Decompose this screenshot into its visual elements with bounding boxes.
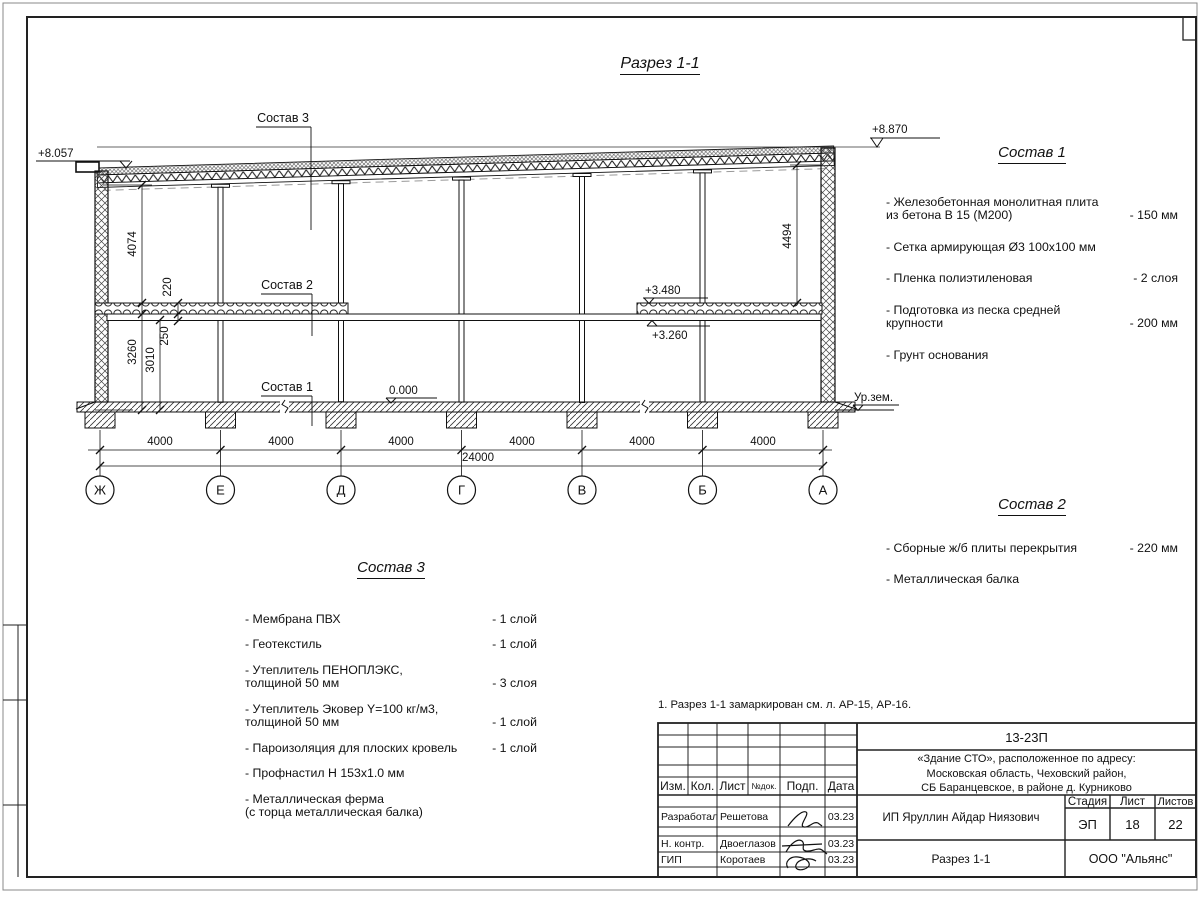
leader-label-sostav2: Состав 2 bbox=[261, 278, 313, 292]
wall-right bbox=[821, 148, 835, 402]
composition-item: - Геотекстиль - 1 слой bbox=[245, 637, 537, 651]
sheets-label: Листов bbox=[1157, 795, 1194, 808]
svg-text:4000: 4000 bbox=[268, 436, 294, 448]
composition-item: - Металлическая ферма (с торца металлическая балка) bbox=[245, 791, 423, 819]
col-list: Лист bbox=[719, 779, 746, 793]
ground-level-label: Ур.зем. bbox=[854, 392, 894, 404]
row-role: ГИП bbox=[661, 853, 682, 866]
composition-item: - Утеплитель Эковер Y=100 кг/м3, толщиной 50 мм - 1 слой bbox=[245, 701, 537, 729]
composition-2-block bbox=[886, 498, 1178, 605]
composition-1-list bbox=[886, 196, 1178, 363]
row-date: 03.23 bbox=[827, 838, 855, 850]
signature-korotaev bbox=[787, 857, 816, 870]
svg-text:В: В bbox=[577, 482, 587, 498]
row-name: Решетова bbox=[720, 811, 769, 823]
leader-label-sostav1: Состав 1 bbox=[261, 380, 313, 394]
svg-text:Г: Г bbox=[457, 482, 466, 498]
total-dimension: 24000 bbox=[462, 452, 494, 464]
composition-item: - Пароизоляция для плоских кровель - 1 слой bbox=[245, 740, 537, 755]
elevation-slab-bottom: +3.260 bbox=[652, 330, 688, 342]
sheets-value: 22 bbox=[1168, 816, 1183, 832]
composition-item: - Железобетонная монолитная плита из бетона В 15 (М200) - 150 мм bbox=[886, 194, 1178, 222]
svg-text:4000: 4000 bbox=[388, 436, 414, 448]
sheet-note: 1. Разрез 1-1 замаркирован см. л. АР-15, АР-16. bbox=[658, 699, 912, 711]
composition-item: - Профнастил Н 153х1.0 мм bbox=[245, 766, 405, 780]
composition-item: - Сетка армирующая Ø3 100х100 мм bbox=[886, 239, 1096, 254]
row-role: Разработал bbox=[661, 811, 719, 823]
col-podp: Подп. bbox=[786, 779, 819, 793]
page-title: Разрез 1-1 bbox=[560, 55, 760, 73]
axis-bubbles bbox=[86, 476, 837, 504]
leader-label-sostav3: Состав 3 bbox=[257, 111, 309, 125]
sheet-label: Лист bbox=[1120, 795, 1145, 808]
composition-item: - Металлическая балка bbox=[886, 572, 1020, 586]
drawing-name: Разрез 1-1 bbox=[931, 851, 991, 866]
composition-item: - Сборные ж/б плиты перекрытия - 220 мм bbox=[886, 540, 1178, 555]
vertical-dimensions bbox=[95, 161, 821, 414]
doc-number: 13-23П bbox=[1005, 729, 1048, 745]
svg-text:4000: 4000 bbox=[629, 436, 655, 448]
dim-4074: 4074 bbox=[127, 231, 139, 257]
row-role: Н. контр. bbox=[661, 838, 705, 850]
svg-text:4000: 4000 bbox=[147, 436, 173, 448]
stage-value: ЭП bbox=[1078, 816, 1097, 832]
dim-220: 220 bbox=[162, 277, 174, 297]
elevation-right-top: +8.870 bbox=[872, 124, 908, 136]
sheet-value: 18 bbox=[1125, 816, 1140, 832]
composition-3-block bbox=[245, 561, 537, 832]
col-ndok: №док. bbox=[751, 781, 777, 791]
composition-2-list bbox=[886, 542, 1178, 587]
svg-text:Ж: Ж bbox=[93, 482, 107, 498]
composition-item: - Утеплитель ПЕНОПЛЭКС, толщиной 50 мм - 3 слоя bbox=[245, 662, 537, 690]
signature-reshetova bbox=[788, 812, 822, 827]
dim-250: 250 bbox=[159, 326, 171, 346]
ground-floor bbox=[76, 400, 894, 428]
roof-assembly bbox=[97, 146, 834, 191]
stage-label: Стадия bbox=[1067, 795, 1108, 808]
wall-left bbox=[95, 171, 108, 402]
svg-text:А: А bbox=[818, 482, 828, 498]
composition-item: - Грунт основания bbox=[886, 347, 989, 362]
left-stamp-boxes bbox=[3, 625, 27, 877]
row-date: 03.23 bbox=[827, 853, 855, 866]
composition-item: - Мембрана ПВХ - 1 слой bbox=[245, 611, 537, 626]
dim-3010: 3010 bbox=[145, 347, 157, 373]
row-name: Коротаев bbox=[720, 853, 766, 866]
elevation-left-top: +8.057 bbox=[38, 148, 74, 160]
svg-text:4000: 4000 bbox=[750, 436, 776, 448]
elevation-zero: 0.000 bbox=[389, 385, 418, 397]
composition-2-heading: Состав 2 bbox=[886, 498, 1178, 512]
foundation-pads bbox=[85, 412, 838, 428]
client-name: ИП Яруллин Айдар Ниязович bbox=[882, 811, 1040, 824]
composition-item: - Пленка полиэтиленовая - 2 слоя bbox=[886, 271, 1178, 285]
row-name: Двоеглазов bbox=[720, 838, 776, 850]
horizontal-dimensions bbox=[88, 430, 832, 476]
steel-beam bbox=[107, 314, 821, 321]
svg-text:Б: Б bbox=[698, 482, 707, 498]
svg-text:Д: Д bbox=[336, 482, 346, 498]
company-name: ООО "Альянс" bbox=[1088, 851, 1173, 866]
signatures bbox=[782, 812, 827, 870]
project-address: «Здание СТО», расположенное по адресу: Московская область, Чеховский район, СБ Баранцевское, в районе д. Курниково bbox=[917, 753, 1136, 794]
col-data: Дата bbox=[827, 779, 855, 793]
elevation-slab-top: +3.480 bbox=[645, 285, 681, 297]
svg-text:Е: Е bbox=[216, 482, 225, 498]
col-kol: Кол. bbox=[690, 779, 715, 793]
composition-1-block bbox=[886, 146, 1178, 380]
composition-3-list bbox=[245, 613, 537, 820]
dim-4494: 4494 bbox=[782, 223, 794, 249]
dim-3260: 3260 bbox=[127, 339, 139, 365]
row-date: 03.23 bbox=[827, 811, 855, 823]
col-izm: Изм. bbox=[660, 779, 686, 793]
composition-3-heading: Состав 3 bbox=[245, 561, 537, 575]
format-box bbox=[1183, 17, 1196, 40]
svg-text:4000: 4000 bbox=[509, 436, 535, 448]
composition-item: - Подготовка из песка средней крупности - 200 мм bbox=[886, 302, 1178, 330]
composition-1-heading: Состав 1 bbox=[886, 146, 1178, 160]
